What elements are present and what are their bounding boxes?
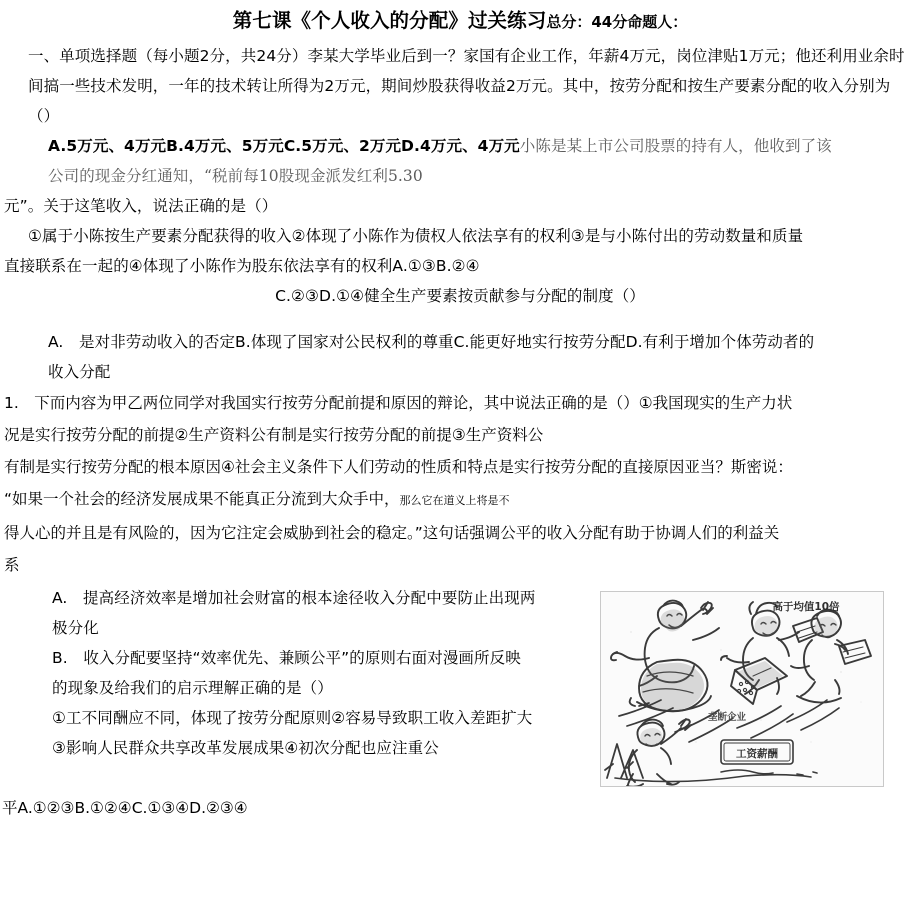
question-one-line-6: 系 (4, 556, 20, 574)
title-main: 第七课《个人收入的分配》过关练习 (232, 9, 547, 32)
paragraph-options-and-case (48, 131, 906, 161)
cartoon-label-top: 高于均值10倍 (772, 601, 840, 613)
cartoon-label-box: 工资薪酬 (736, 748, 778, 760)
section-one (0, 41, 920, 387)
paragraph-statements-2: 直接联系在一起的④体现了小陈作为股东依法享有的权利A.①③B.②④ (4, 257, 480, 275)
paragraph-statements-1: ①属于小陈按生产要素分配获得的收入②体现了小陈作为债权人依法享有的权利③是与小陈付出的劳动数量和质量 (28, 227, 804, 245)
question-one-line-4 (4, 483, 910, 517)
paragraph-intro: 一、单项选择题（每小题2分，共24分）李某大学毕业后到一？家国有企业工作，年薪4万元，岗位津贴1万元；他还利用业余时间搞一些技术发明，一年的技术转让所得为2万元，期间炒股获得收益2万元。其中，按劳分配和按生产要素分配的收入分别为（） (28, 47, 905, 125)
page-title (0, 0, 920, 37)
paragraph-option-list-2-cont: 收入分配 (48, 363, 111, 381)
question-one-line-3: 有制是实行按劳分配的根本原因④社会主义条件下人们劳动的性质和特点是实行按劳分配的直接原因亚当？斯密说： (4, 458, 793, 476)
options-run-1: A.5万元、4万元B.4万元、5万元C.5万元、2万元D.4万元、4万元 (48, 137, 520, 155)
question-one-line-5: 得人心的并且是有风险的，因为它注定会威胁到社会的稳定。”这句话强调公平的收入分配有助于协调人们的利益关 (4, 524, 780, 542)
paragraph-case-end: 元”。关于这笔收入，说法正确的是（） (4, 197, 278, 215)
quote-small-run: 那么它在道义上将是不 (399, 494, 510, 507)
title-subtitle: 总分：44分命题人： (546, 13, 688, 31)
cartoon-option-a-line-2: 极分化 (52, 619, 99, 637)
paragraph-statements-centered: C.②③D.①④健全生产要素按贡献参与分配的制度（） (275, 287, 645, 305)
cartoon-statements-line-2: ③影响人民群众共享改革发展成果④初次分配也应注重公 (52, 739, 439, 757)
spacer (0, 311, 920, 327)
case-text-run-1: 小陈是某上市公司股票的持有人，他收到了该 (519, 137, 832, 155)
cartoon-svg (601, 592, 883, 786)
paragraph-case-continued (48, 161, 906, 191)
quote-run: “如果一个社会的经济发展成果不能真正分流到大众手中， (4, 490, 400, 508)
question-one-line-2: 况是实行按劳分配的前提②生产资料公有制是实行按劳分配的前提③生产资料公 (4, 426, 544, 444)
cartoon-option-b-line-1: B. 收入分配要坚持“效率优先、兼顾公平”的原则右面对漫画所反映 (52, 649, 521, 667)
cartoon-section-text (4, 583, 564, 763)
case-text-run-2: 公司的现金分红通知，“税前每10股现金派发红利5.30 (48, 167, 423, 185)
cartoon-section-answer-line: 平A.①②③B.①②④C.①③④D.②③④ (2, 799, 248, 817)
question-one (4, 387, 910, 581)
cartoon-section (0, 583, 920, 793)
cartoon-illustration (600, 591, 884, 787)
question-one-line-1: 1. 下而内容为甲乙两位同学对我国实行按劳分配前提和原因的辩论，其中说法正确的是（）①我国现实的生产力状 (4, 394, 793, 412)
cartoon-option-a-line-1: A. 提高经济效率是增加社会财富的根本途径收入分配中要防止出现两 (52, 589, 536, 607)
paragraph-option-list-2: A. 是对非劳动收入的否定B.体现了国家对公民权利的尊重C.能更好地实行按劳分配D.有利于增加个体劳动者的 (48, 333, 815, 351)
cartoon-option-b-line-2: 的现象及给我们的启示理解正确的是（） (52, 679, 333, 697)
cartoon-statements-line-1: ①工不同酬应不同，体现了按劳分配原则②容易导致职工收入差距扩大 (52, 709, 533, 727)
cartoon-label-middle: 垄断企业 (707, 712, 747, 723)
